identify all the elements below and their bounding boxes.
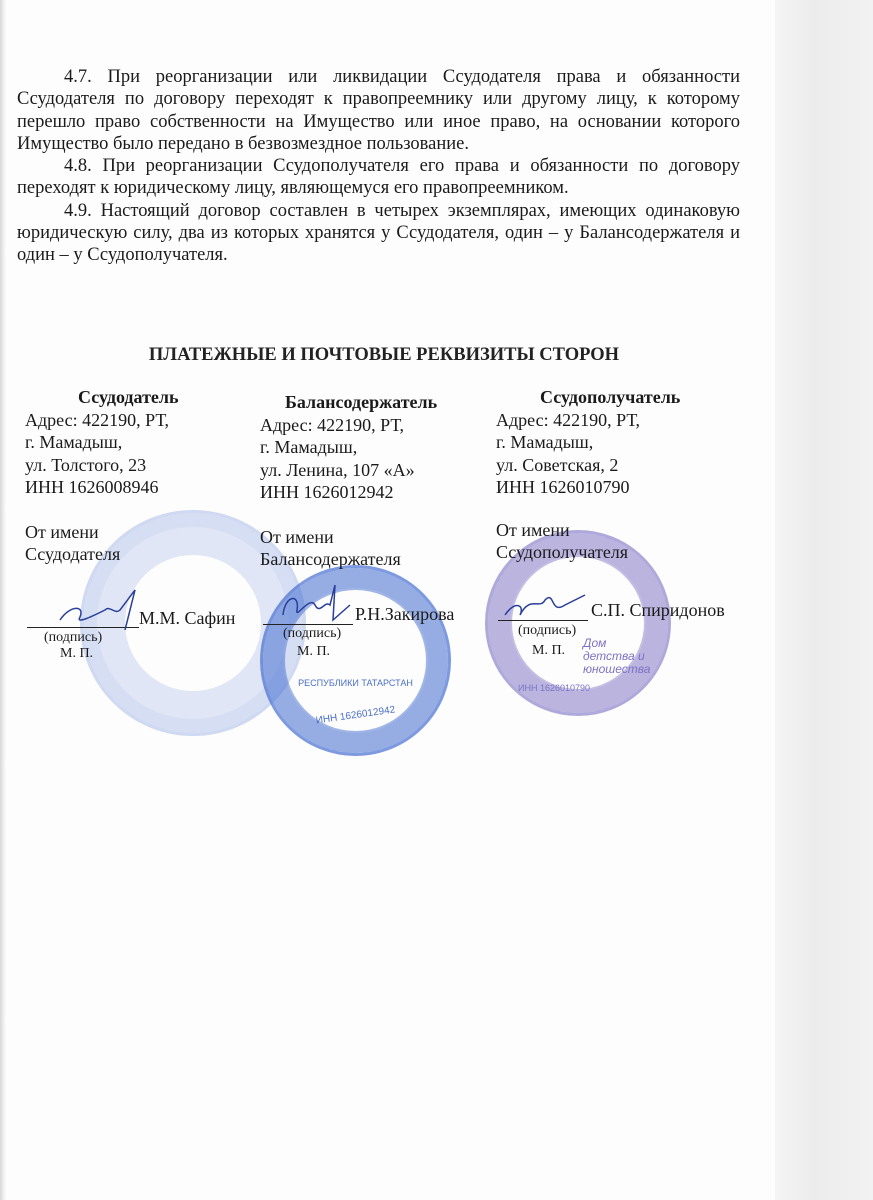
on-behalf-party: Балансодержателя [260,549,401,569]
on-behalf: От имени [260,526,334,547]
clause-4-9: 4.9. Настоящий договор составлен в четырех экземплярах, имеющих одинаковую юридическую силу, два из которых хранятся у Ссудодателя, один – у Балансодержателя и один – у Ссудополучателя. [17,200,740,266]
party-role: Балансодержатель [285,392,438,412]
party-borrower [496,386,680,564]
on-behalf-party: Ссудодателя [25,544,121,564]
signature-label: (подпись) [518,623,577,638]
address-line: ул. Толстого, 23 [25,454,147,475]
signer-name: Р.Н.Закирова [355,604,455,624]
stamp-region-text: РЕСПУБЛИКИ ТАТАРСТАН [298,678,413,688]
signature-lender [55,585,145,635]
signature-borrower [500,585,590,625]
party-lender [25,386,179,566]
seal-label: М. П. [60,646,94,661]
address-line: ул. Советская, 2 [496,454,619,475]
section-title: ПЛАТЕЖНЫЕ И ПОЧТОВЫЕ РЕКВИЗИТЫ СТОРОН [148,345,620,365]
stamp-inn-text: ИНН 1626012942 [315,704,396,727]
scan-edge-right [775,0,873,1200]
inn: ИНН 1626010790 [496,477,630,497]
stamp-inn-text: ИНН 1626010790 [518,683,591,693]
clause-4-8: 4.8. При реорганизации Ссудополучателя его права и обязанности по договору переходят к юридическому лицу, являющемуся его правопреемником. [17,156,740,199]
signature-label: (подпись) [44,630,103,645]
clauses [17,66,740,267]
on-behalf-party: Ссудополучателя [496,542,629,562]
address-line: Адрес: 422190, РТ, [260,414,405,435]
party-balance-holder [260,391,437,571]
on-behalf: От имени [25,521,99,542]
signer-name: М.М. Сафин [139,608,236,628]
seal-label: М. П. [297,644,331,659]
signature-label: (подпись) [283,626,342,641]
signature-balance-holder [275,585,355,630]
address-line: Адрес: 422190, РТ, [496,409,641,430]
inn: ИНН 1626008946 [25,477,159,497]
address-line: г. Мамадыш, [496,432,594,452]
inn: ИНН 1626012942 [260,482,394,502]
scan-edge-left [0,0,6,1200]
stamp-center-text: Дом детства и юношества [583,636,651,676]
address-line: Адрес: 422190, РТ, [25,409,170,430]
on-behalf: От имени [496,519,570,540]
party-role: Ссудополучатель [540,387,681,407]
signer-name: С.П. Спиридонов [591,600,725,620]
party-role: Ссудодатель [78,387,179,407]
address-line: г. Мамадыш, [260,437,358,457]
seal-label: М. П. [532,643,566,658]
address-line: г. Мамадыш, [25,432,123,452]
address-line: ул. Ленина, 107 «А» [260,459,415,480]
clause-4-7: 4.7. При реорганизации или ликвидации Ссудодателя права и обязанности Ссудодателя по договору переходят к правопреемнику или другому лицу, к которому перешло право собственности на Имущество или иное право, на основании которого Имущество было передано в безвозмездное пользование. [17,67,740,154]
